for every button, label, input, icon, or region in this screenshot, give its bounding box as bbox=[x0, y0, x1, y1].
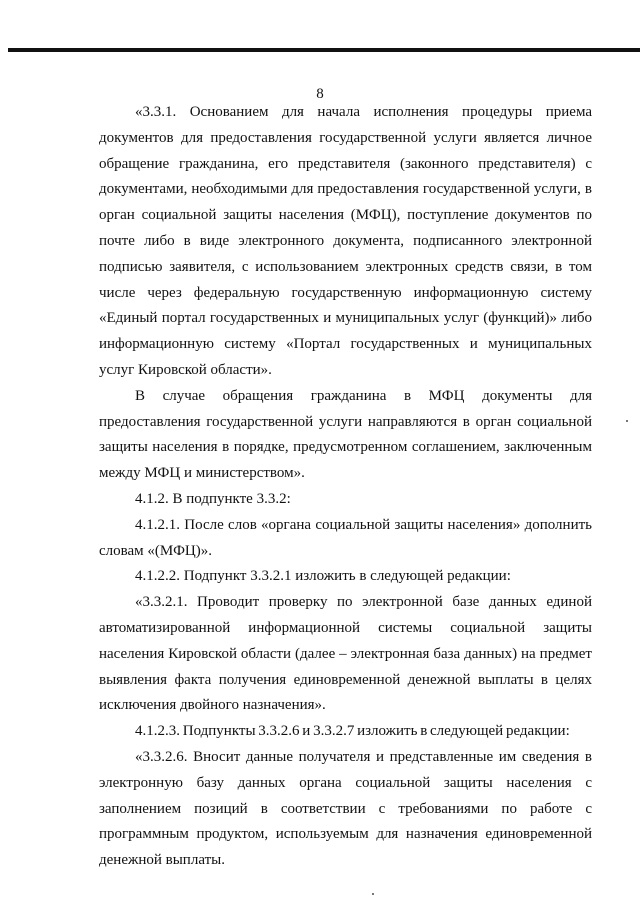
page-number: 8 bbox=[316, 86, 324, 102]
document-body bbox=[99, 100, 592, 874]
paragraph-4-1-2-2: 4.1.2.2. Подпункт 3.3.2.1 изложить в следующей редакции: bbox=[135, 568, 511, 585]
paragraph-3-3-1: «3.3.1. Основанием для начала исполнения процедуры приема документов для предоставления государственной услуги является личное обращение гражданина, его представителя (законного представителя) с документами, необходимыми для предоставления государственной услуги, в орган социальной защиты населения (МФЦ), поступление документов по почте либо в виде электронного документа, подписанного электронной подписью заявителя, с использованием электронных средств связи, в том числе через федеральную государственную информационную систему «Единый портал государственных и муниципальных услуг (функций)» либо информационную систему «Портал государственных и муниципальных услуг Кировской области». bbox=[99, 104, 592, 378]
scan-speck bbox=[626, 420, 628, 422]
paragraph-mfc-case: В случае обращения гражданина в МФЦ документы для предоставления государственной услуги направляются в орган социальной защиты населения в порядке, предусмотренном соглашением, заключенным между МФЦ и министерством». bbox=[99, 387, 592, 482]
scan-speck bbox=[372, 893, 374, 895]
paragraph-4-1-2: 4.1.2. В подпункте 3.3.2: bbox=[135, 490, 291, 507]
paragraph-3-3-2-1: «3.3.2.1. Проводит проверку по электронной базе данных единой автоматизированной информационной системы социальной защиты населения Кировской области (далее – электронная база данных) на предмет выявления факта получения единовременной денежной выплаты в целях исключения двойного назначения». bbox=[99, 594, 592, 714]
paragraph-4-1-2-1: 4.1.2.1. После слов «органа социальной защиты населения» дополнить словам «(МФЦ)». bbox=[99, 516, 592, 559]
top-rule bbox=[8, 48, 640, 52]
paragraph-3-3-2-6: «3.3.2.6. Вносит данные получателя и представленные им сведения в электронную базу данных органа социальной защиты населения с заполнением позиций в соответствии с требованиями по работе с программным продуктом, используемым для назначения единовременной денежной выплаты. bbox=[99, 748, 592, 869]
paragraph-4-1-2-3: 4.1.2.3. Подпункты 3.3.2.6 и 3.3.2.7 изложить в следующей редакции: bbox=[135, 723, 570, 740]
